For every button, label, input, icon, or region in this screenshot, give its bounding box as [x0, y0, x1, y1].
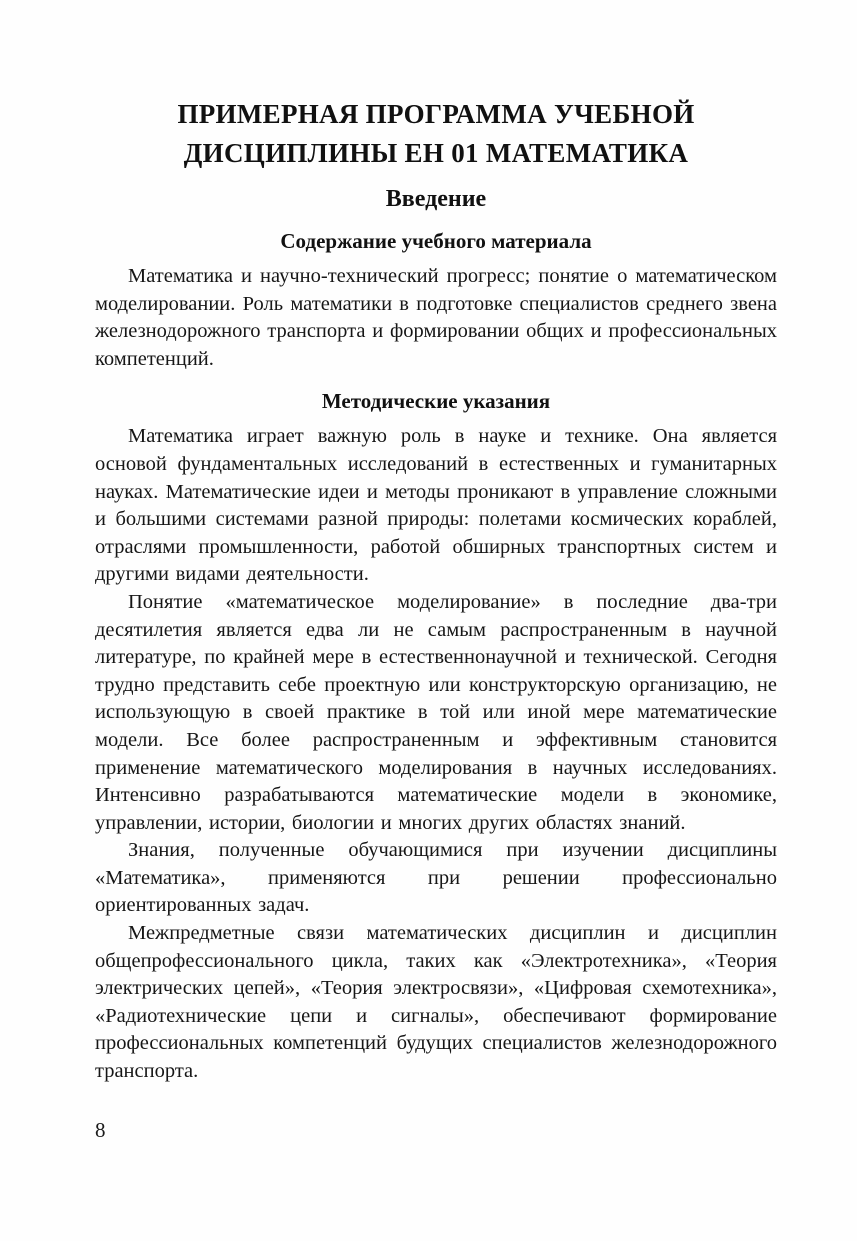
section-method-notes	[95, 389, 777, 1085]
section-course-content	[95, 229, 777, 373]
page-title: ПРИМЕРНАЯ ПРОГРАММА УЧЕБНОЙ ДИСЦИПЛИНЫ ЕН 01 МАТЕМАТИКА	[177, 99, 695, 168]
section-heading-course-content: Содержание учебного материала	[280, 229, 592, 253]
body-paragraph: Математика играет важную роль в науке и технике. Она является основой фундаментальных исследований в естественных и гуманитарных науках. Математические идеи и методы проникают в управление сложными и большими системами разной природы: полетами космических кораблей, отраслями промышленности, работой обширных транспортных систем и другими видами деятельности.	[95, 425, 777, 586]
body-paragraph: Знания, полученные обучающимися при изучении дисциплины «Математика», применяются при решении профессионально ориентированных задач.	[95, 839, 777, 917]
section-heading-method-notes: Методические указания	[321, 389, 551, 414]
body-paragraph: Математика и научно-технический прогресс; понятие о математическом моделировании. Роль математики в подготовке специалистов среднего звена железнодорожного транспорта и формировании общих и профессиональных компетенций.	[95, 265, 777, 370]
page-number: 8	[95, 1118, 106, 1142]
page-content	[95, 95, 777, 1086]
body-paragraph: Межпредметные связи математических дисциплин и дисциплин общепрофессионального цикла, таких как «Электротехника», «Теория электрических цепей», «Теория электросвязи», «Цифровая схемотехника», «Радиотехнические цепи и сигналы», обеспечивают формирование профессиональных компетенций будущих специалистов железнодорожного транспорта.	[95, 922, 777, 1083]
body-paragraph: Понятие «математическое моделирование» в последние два-три десятилетия является едва ли не самым распространенным в научной литературе, по крайней мере в естественнонаучной и технической. Сегодня трудно представить себе проектную или конструкторскую организацию, не использующую в своей практике в той или иной мере математические модели. Все более распространенным и эффективным становится применение математического моделирования в научных исследованиях. Интенсивно разрабатываются математические модели в экономике, управлении, истории, биологии и многих других областях знаний.	[95, 590, 777, 834]
intro-heading: Введение	[385, 186, 487, 212]
